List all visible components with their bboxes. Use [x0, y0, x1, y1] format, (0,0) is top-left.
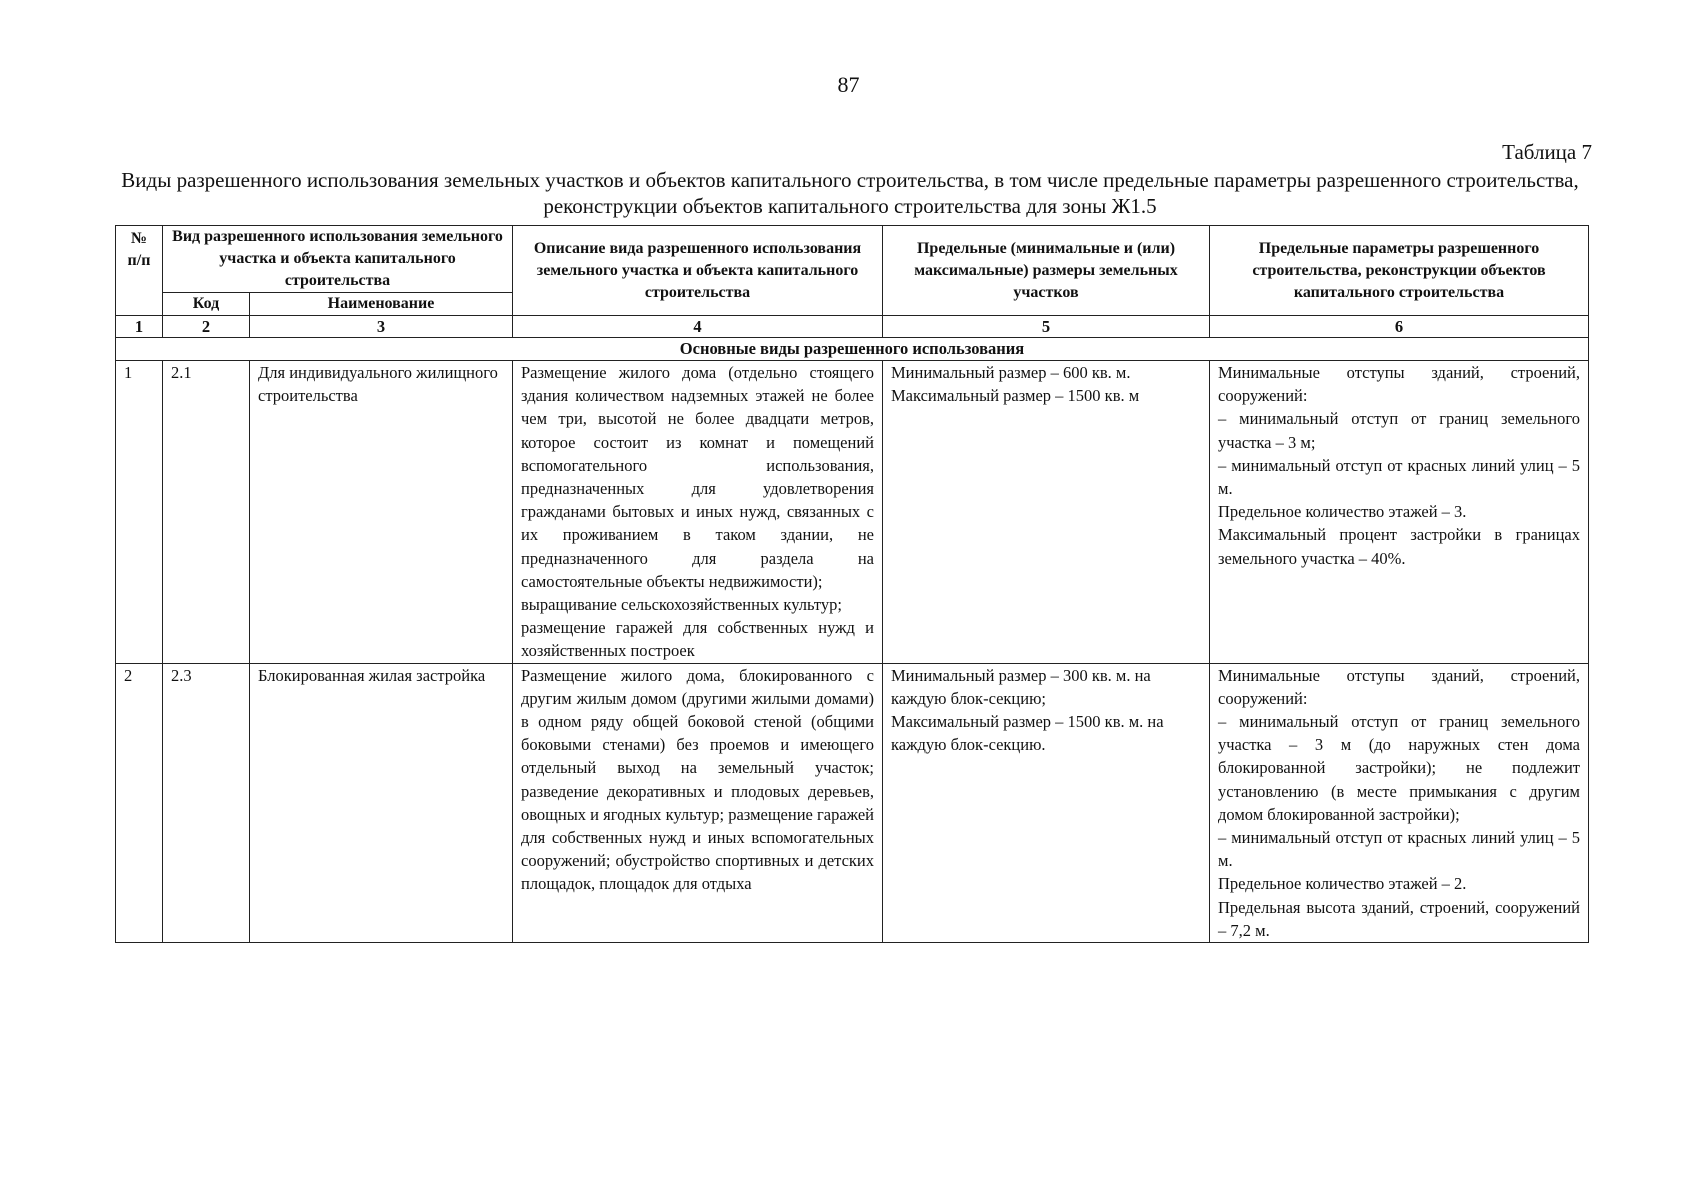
- row-opisanie: [513, 663, 883, 942]
- header-num: № п/п: [116, 226, 163, 316]
- opisanie-paragraph: размещение гаражей для собственных нужд и хозяйственных построек: [521, 618, 874, 661]
- page-number: 87: [837, 72, 860, 97]
- opisanie-paragraph: Размещение жилого дома, блокированного с другим жилым домом (другими жилыми домами) в одном ряду общей боковой стеной (общими боковыми стенами) без проемов и имеющего отдельный выход на земельный участок; разведение декоративных и плодовых деревьев, овощных и ягодных культур; размещение гаражей для собственных нужд и иных вспомогательных сооружений; обустройство спортивных и детских площадок, площадок для отдыха: [521, 665, 874, 894]
- parametry-line: Предельное количество этажей – 3.: [1218, 502, 1467, 522]
- row-naim: Блокированная жилая застройка: [250, 663, 513, 942]
- row-parametry: [1210, 663, 1589, 942]
- column-number: 3: [250, 316, 513, 338]
- table-title: Виды разрешенного использования земельных участков и объектов капитального строительства, в том числе предельные параметры разрешенного строительства, реконструкции объектов капитального строительства для зоны Ж1.5: [121, 168, 1579, 218]
- row-naim: Для индивидуального жилищного строительства: [250, 361, 513, 664]
- header-parametry: Предельные параметры разрешенного строительства, реконструкции объектов капитального строительства: [1210, 226, 1589, 316]
- row-razmery: [883, 361, 1210, 664]
- razmery-line: Максимальный размер – 1500 кв. м: [891, 386, 1140, 406]
- parametry-line: – минимальный отступ от границ земельного участка – 3 м;: [1218, 409, 1580, 452]
- column-number: 2: [163, 316, 250, 338]
- section-row: [116, 338, 1589, 361]
- header-naim: Наименование: [250, 293, 513, 316]
- header-row: [116, 226, 1589, 293]
- opisanie-paragraph: Размещение жилого дома (отдельно стоящего здания количеством надземных этажей не более чем три, высотой не более двадцати метров, которое состоит из комнат и помещений вспомогательного использования, предназначенных для удовлетворения гражданами бытовых и иных нужд, связанных с их проживанием в таком здании, не предназначенного для раздела на самостоятельные объекты недвижимости);: [521, 363, 874, 591]
- column-number: 5: [883, 316, 1210, 338]
- table-label: Таблица 7: [1502, 140, 1592, 164]
- row-kod: 2.3: [163, 663, 250, 942]
- header-vid: Вид разрешенного использования земельного участка и объекта капитального строительства: [163, 226, 513, 293]
- opisanie-paragraph: выращивание сельскохозяйственных культур;: [521, 595, 842, 615]
- row-num: 1: [116, 361, 163, 664]
- column-number: 6: [1210, 316, 1589, 338]
- parametry-line: Минимальные отступы зданий, строений, сооружений:: [1218, 665, 1580, 708]
- row-kod: 2.1: [163, 361, 250, 664]
- razmery-line: Минимальный размер – 600 кв. м.: [891, 363, 1131, 382]
- column-number: 4: [513, 316, 883, 338]
- header-kod: Код: [163, 293, 250, 316]
- parametry-line: Максимальный процент застройки в границах земельного участка – 40%.: [1218, 525, 1580, 568]
- header-razmery: Предельные (минимальные и (или) максимальные) размеры земельных участков: [883, 226, 1210, 316]
- parametry-line: – минимальный отступ от границ земельного участка – 3 м (до наружных стен дома блокированной застройки); не подлежит установлению (в месте примыкания с другим домом блокированной застройки);: [1218, 712, 1580, 824]
- column-number: 1: [116, 316, 163, 338]
- section-title: Основные виды разрешенного использования: [116, 338, 1589, 361]
- parametry-line: Предельная высота зданий, строений, сооружений – 7,2 м.: [1218, 897, 1580, 940]
- row-opisanie: [513, 361, 883, 664]
- column-numbers-row: [116, 316, 1589, 338]
- parametry-line: – минимальный отступ от красных линий улиц – 5 м.: [1218, 828, 1580, 871]
- parametry-line: Минимальные отступы зданий, строений, сооружений:: [1218, 363, 1580, 406]
- header-opisanie: Описание вида разрешенного использования земельного участка и объекта капитального строительства: [513, 226, 883, 316]
- table-row: [116, 361, 1589, 664]
- zoning-table: [115, 225, 1589, 943]
- row-razmery: [883, 663, 1210, 942]
- razmery-line: Минимальный размер – 300 кв. м. на каждую блок-секцию;: [891, 665, 1151, 708]
- row-parametry: [1210, 361, 1589, 664]
- parametry-line: Предельное количество этажей – 2.: [1218, 874, 1467, 894]
- razmery-line: Максимальный размер – 1500 кв. м. на каждую блок-секцию.: [891, 712, 1164, 755]
- table-row: [116, 663, 1589, 942]
- row-num: 2: [116, 663, 163, 942]
- parametry-line: – минимальный отступ от красных линий улиц – 5 м.: [1218, 455, 1580, 499]
